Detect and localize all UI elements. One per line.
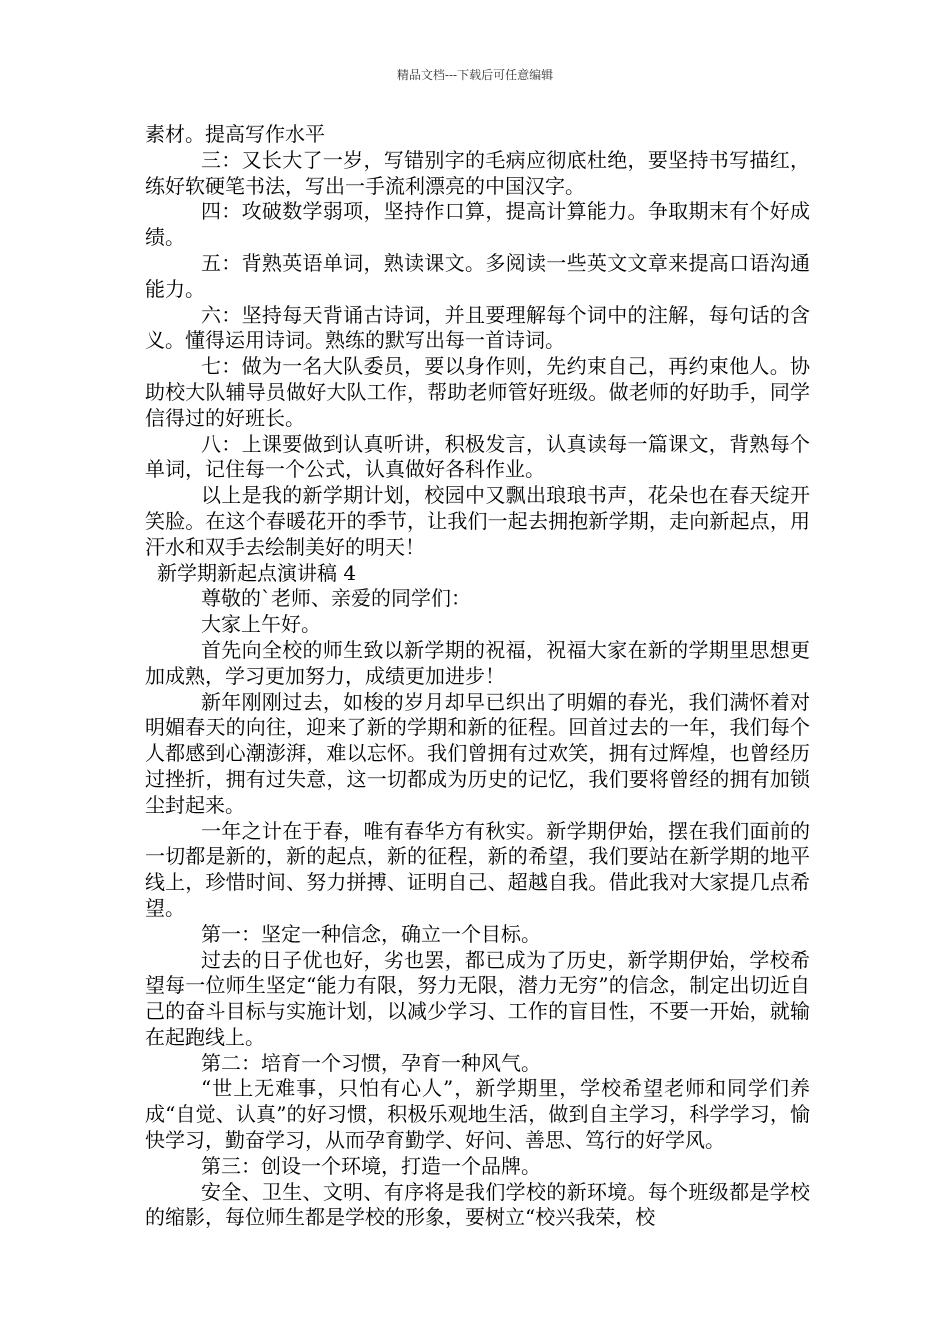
section-title: 新学期新起点演讲稿 4 xyxy=(157,560,357,585)
paragraph: 七：做为一名大队委员，要以身作则，先约束自己，再约束他人。协助校大队辅导员做好大队工作，帮助老师管好班级。做老师的好助手，同学信得过的好班长。 xyxy=(145,354,810,430)
document-body xyxy=(145,122,810,1231)
paragraph: 新年刚刚过去，如梭的岁月却早已织出了明媚的春光，我们满怀着对明媚春天的向往，迎来了新的学期和新的征程。回首过去的一年，我们每个人都感到心潮澎湃，难以忘怀。我们曾拥有过欢笑，拥有过辉煌，也曾经历过挫折，拥有过失意，这一切都成为历史的记忆，我们要将曾经的拥有加锁尘封起来。 xyxy=(145,689,810,817)
paragraph: 以上是我的新学期计划，校园中又飘出琅琅书声，花朵也在春天绽开笑脸。在这个春暖花开的季节，让我们一起去拥抱新学期，走向新起点，用汗水和双手去绘制美好的明天！ xyxy=(145,483,810,559)
paragraph: 第二：培育一个习惯，孕育一种风气。 xyxy=(201,1050,541,1075)
paragraph: 四：攻破数学弱项，坚持作口算，提高计算能力。争取期末有个好成绩。 xyxy=(145,199,810,250)
paragraph: 素材。提高写作水平 xyxy=(145,122,325,146)
paragraph: 五：背熟英语单词，熟读课文。多阅读一些英文文章来提高口语沟通能力。 xyxy=(145,250,810,301)
paragraph: “世上无难事，只怕有心人”，新学期里，学校希望老师和同学们养成“自觉、认真”的好习惯，积极乐观地生活，做到自主学习，科学学习，愉快学习，勤奋学习，从而孕育勤学、好问、善思、笃行的好学风。 xyxy=(145,1076,810,1153)
salutation: 尊敬的`老师、亲爱的同学们： xyxy=(201,586,471,611)
paragraph: 三：又长大了一岁，写错别字的毛病应彻底杜绝，要坚持书写描红，练好软硬笔书法，写出一手流利漂亮的中国汉字。 xyxy=(145,147,810,198)
paragraph: 安全、卫生、文明、有序将是我们学校的新环境。每个班级都是学校的缩影，每位师生都是学校的形象，要树立“校兴我荣，校 xyxy=(145,1179,810,1230)
paragraph: 第三：创设一个环境，打造一个品牌。 xyxy=(201,1153,541,1178)
paragraph: 大家上午好。 xyxy=(201,612,321,637)
paragraph: 首先向全校的师生致以新学期的祝福，祝福大家在新的学期里思想更加成熟，学习更加努力，成绩更加进步！ xyxy=(145,637,810,688)
paragraph: 八：上课要做到认真听讲，积极发言，认真读每一篇课文，背熟每个单词，记住每一个公式，认真做好各科作业。 xyxy=(145,431,810,482)
paragraph: 第一：坚定一种信念，确立一个目标。 xyxy=(201,921,541,946)
paragraph: 一年之计在于春，唯有春华方有秋实。新学期伊始，摆在我们面前的一切都是新的，新的起点，新的征程，新的希望，我们要站在新学期的地平线上，珍惜时间、努力拼搏、证明自己、超越自我。借此我对大家提几点希望。 xyxy=(145,818,810,920)
page-header: 精品文档---下载后可任意编辑 xyxy=(396,68,554,82)
paragraph: 过去的日子优也好，劣也罢，都已成为了历史，新学期伊始，学校希望每一位师生坚定“能力有限，努力无限，潜力无穷”的信念，制定出切近自己的奋斗目标与实施计划，以减少学习、工作的盲目性，不要一开始，就输在起跑线上。 xyxy=(145,947,810,1049)
paragraph: 六：坚持每天背诵古诗词，并且要理解每个词中的注解，每句话的含义。懂得运用诗词。熟练的默写出每一首诗词。 xyxy=(145,302,810,353)
